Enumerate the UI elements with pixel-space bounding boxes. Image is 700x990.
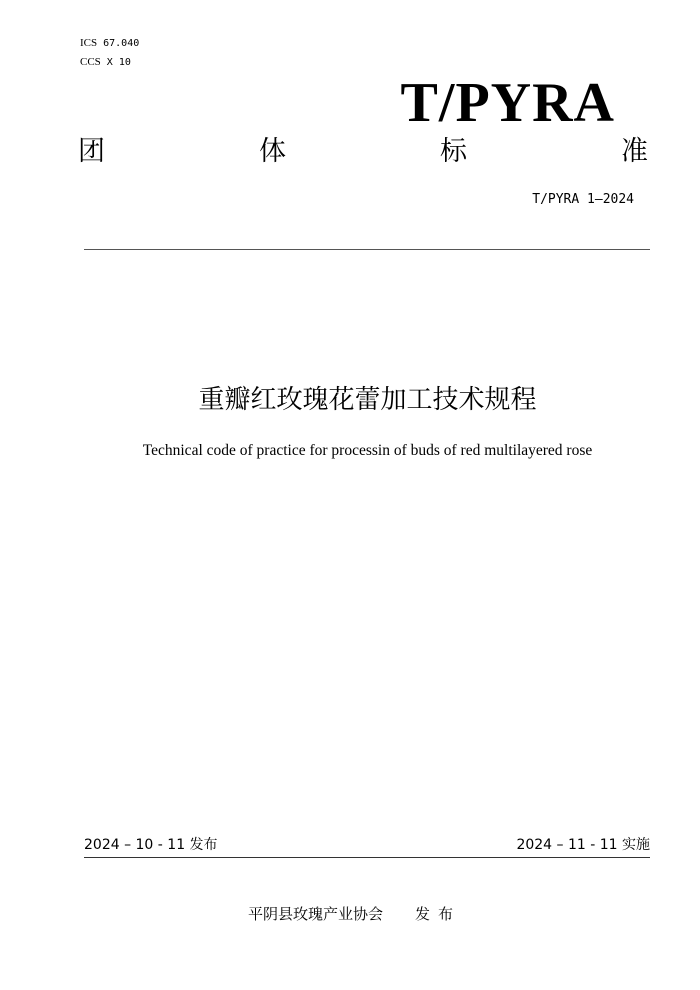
issue-date: 2024 – 10 - 11 发布 [84, 837, 218, 853]
doc-type-char: 标 [440, 136, 467, 167]
title-chinese: 重瓣红玫瑰花蕾加工技术规程 [198, 385, 537, 415]
doc-type-char: 准 [621, 136, 648, 167]
title-english: Technical code of practice for processin of buds of red multilayered rose [142, 442, 593, 459]
publisher-name: 平阴县玫瑰产业协会 [248, 905, 384, 923]
ccs-code: X 10 [106, 57, 131, 68]
doc-type-char: 体 [259, 136, 286, 167]
footer-divider [84, 857, 650, 858]
standard-number: T/PYRA 1—2024 [532, 192, 634, 207]
document-type [78, 134, 648, 170]
classification-codes [80, 34, 139, 72]
ics-code: 67.040 [103, 38, 140, 49]
ccs-label: CCS [80, 56, 101, 68]
ics-label: ICS [80, 37, 98, 49]
publisher-line [248, 903, 461, 925]
implementation-date: 2024 – 11 - 11 实施 [516, 837, 650, 853]
doc-type-char: 团 [78, 136, 105, 167]
ics-line [80, 34, 139, 53]
publisher-verb: 发布 [415, 905, 462, 923]
header-divider [84, 249, 650, 250]
ccs-line [80, 53, 139, 72]
organization-code: T/PYRA [400, 72, 615, 134]
